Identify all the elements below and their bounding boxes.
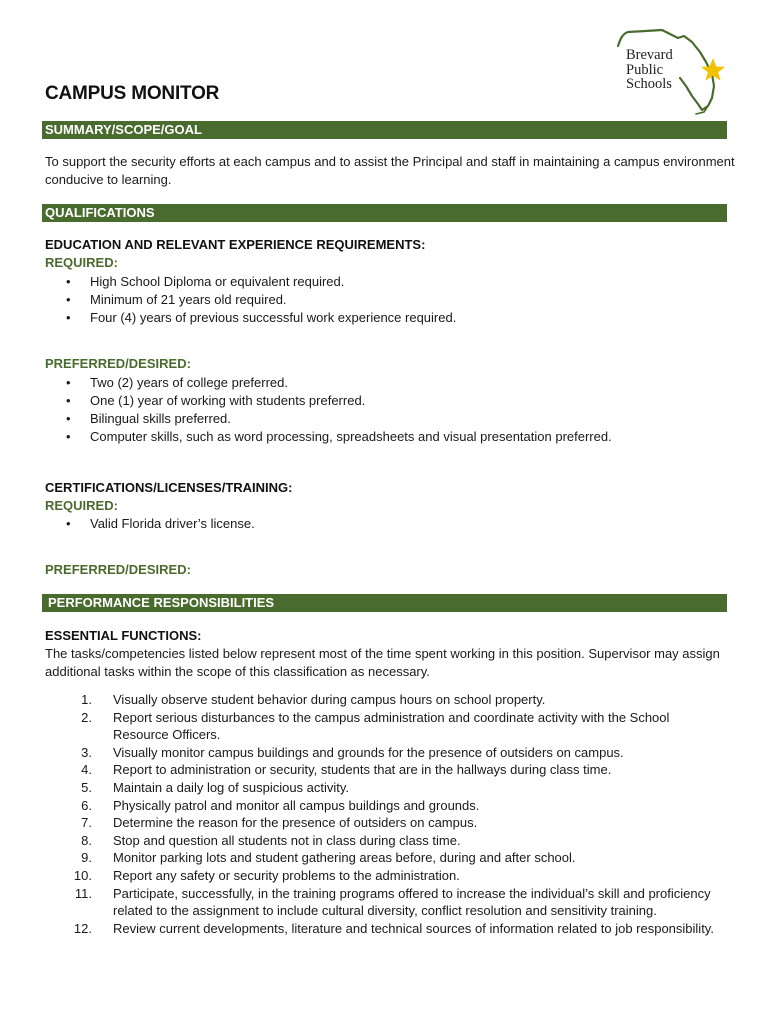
list-item: • High School Diploma or equivalent required.: [66, 274, 345, 289]
list-item: 3. Visually monitor campus buildings and grounds for the presence of outsiders on campus.: [81, 744, 624, 760]
list-item: • Valid Florida driver’s license.: [66, 516, 255, 531]
list-item: • Computer skills, such as word processing, spreadsheets and visual presentation preferred.: [66, 429, 612, 444]
logo-line-1: Brevard: [626, 47, 673, 63]
list-item: 11. Participate, successfully, in the training programs offered to increase the individual’s skill and proficiency related to the assignment to include cultural diversity, conflict resolution and sensitivity training.: [74, 885, 711, 919]
list-item: • One (1) year of working with students preferred.: [66, 393, 366, 408]
list-item: • Two (2) years of college preferred.: [66, 375, 288, 390]
list-item: 10. Report any safety or security problems to the administration.: [73, 867, 460, 883]
education-heading: EDUCATION AND RELEVANT EXPERIENCE REQUIREMENTS:: [45, 237, 426, 252]
logo-line-3: Schools: [626, 76, 672, 92]
education-required-label: REQUIRED:: [45, 255, 118, 270]
education-preferred-list: [45, 374, 735, 446]
qualifications-section-bar: QUALIFICATIONS: [42, 204, 727, 222]
brevard-public-schools-logo: [596, 26, 728, 116]
certifications-required-list: [45, 515, 735, 533]
list-item: 1. Visually observe student behavior during campus hours on school property.: [81, 692, 546, 707]
essential-functions-heading: ESSENTIAL FUNCTIONS:: [45, 628, 202, 643]
summary-section-bar: SUMMARY/SCOPE/GOAL: [42, 121, 727, 139]
list-item: 4. Report to administration or security, students that are in the hallways during class time.: [81, 762, 612, 778]
logo-line-2: Public: [626, 61, 664, 78]
education-required-list: [45, 273, 735, 327]
list-item: 8. Stop and question all students not in class during class time.: [81, 832, 461, 848]
certifications-required-label: REQUIRED:: [45, 498, 118, 513]
list-item: 9. Monitor parking lots and student gathering areas before, during and after school.: [81, 850, 576, 866]
certifications-heading: CERTIFICATIONS/LICENSES/TRAINING:: [45, 480, 293, 495]
performance-section-bar: PERFORMANCE RESPONSIBILITIES: [42, 594, 727, 612]
education-preferred-label: PREFERRED/DESIRED:: [45, 356, 191, 371]
list-item: 5. Maintain a daily log of suspicious activity.: [81, 779, 350, 795]
page-title: CAMPUS MONITOR: [45, 83, 220, 104]
list-item: 12. Review current developments, literature and technical sources of information related to job responsibility.: [73, 920, 714, 936]
essential-functions-intro: The tasks/competencies listed below represent most of the time spent working in this position. Supervisor may assign additional tasks within the scope of this classification as necessary.: [45, 646, 720, 679]
essential-functions-list: [45, 691, 715, 937]
list-item: • Bilingual skills preferred.: [66, 411, 231, 426]
logo-wordmark: [626, 48, 673, 92]
list-item: 7. Determine the reason for the presence of outsiders on campus.: [81, 815, 478, 831]
list-item: 2. Report serious disturbances to the campus administration and coordinate activity with the School Resource Officers.: [81, 709, 670, 743]
list-item: • Four (4) years of previous successful work experience required.: [66, 310, 457, 325]
list-item: 6. Physically patrol and monitor all campus buildings and grounds.: [81, 797, 480, 813]
certifications-preferred-label: PREFERRED/DESIRED:: [45, 562, 191, 577]
list-item: • Minimum of 21 years old required.: [66, 292, 287, 307]
summary-text: To support the security efforts at each campus and to assist the Principal and staff in maintaining a campus environment conducive to learning.: [45, 154, 735, 187]
